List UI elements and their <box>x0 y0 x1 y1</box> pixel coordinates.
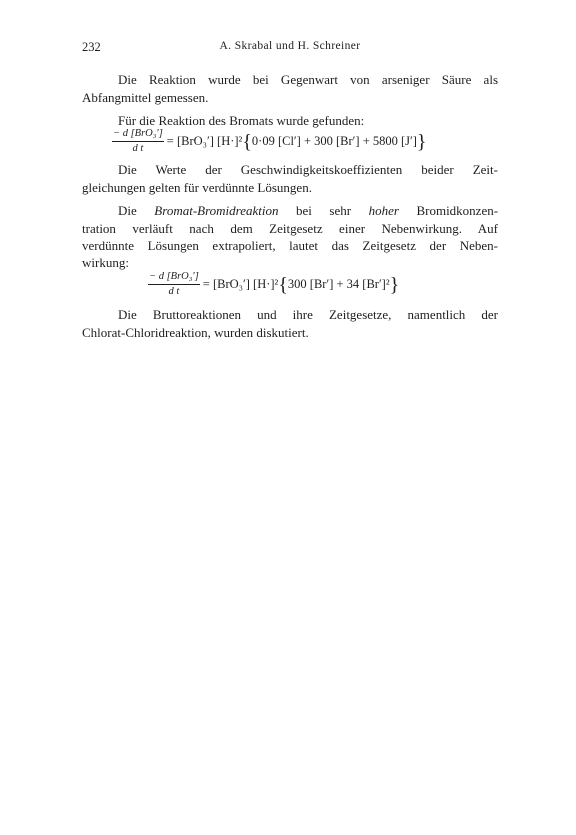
equation-2-open-brace: { <box>278 273 288 296</box>
equation-1-close-brace: } <box>416 130 427 153</box>
p4-italic-bromat-bromidreaktion: Bromat-Bromidreaktion <box>154 203 279 218</box>
paragraph-4-line-3: verdünnte Lösungen extrapoliert, lautet das Zeitgesetz der Neben- <box>82 238 498 253</box>
equation-2-brace-content: 300 [Br′] + 34 [Br′]² <box>287 277 390 291</box>
paragraph-4-line-4: wirkung: <box>82 255 129 270</box>
paragraph-5-line-2: Chlorat-Chloridreaktion, wurden diskutiert. <box>82 325 309 340</box>
paragraph-3-line-2: gleichungen gelten für verdünnte Lösungen. <box>82 180 312 195</box>
equation-1-numerator: − d [BrO₃′] <box>112 128 164 142</box>
equation-1-rhs-prefix: = [BrO₃′] [H·]² <box>166 134 243 148</box>
equation-1 <box>112 128 427 155</box>
running-title: A. Skrabal und H. Schreiner <box>219 40 361 52</box>
equation-1-brace-content: 0·09 [Cl′] + 300 [Br′] + 5800 [J′] <box>251 134 417 148</box>
p4-text-mid: bei sehr <box>296 203 352 218</box>
equation-2-close-brace: } <box>389 273 400 296</box>
p4-text-end: Bromidkonzen- <box>416 203 499 218</box>
p4-italic-hoher: hoher <box>368 203 399 218</box>
equation-1-fraction <box>112 128 164 155</box>
page-header <box>82 40 498 58</box>
equation-2-denominator: d t <box>168 286 180 297</box>
equation-1-open-brace: { <box>242 130 252 153</box>
paragraph-2-line-1: Für die Reaktion des Bromats wurde gefunden: <box>118 113 365 128</box>
page-number: 232 <box>82 40 101 54</box>
equation-2-numerator: − d [BrO₃′] <box>148 271 200 285</box>
equation-2 <box>148 271 399 298</box>
equation-2-fraction <box>148 271 200 298</box>
paragraph-4-line-2: tration verläuft nach dem Zeitgesetz einer Nebenwirkung. Auf <box>82 221 498 236</box>
p4-text-start: Die <box>118 203 137 218</box>
equation-2-rhs-prefix: = [BrO₃′] [H·]² <box>202 277 279 291</box>
paragraph-3-line-1: Die Werte der Geschwindigkeitskoeffizienten beider Zeit- <box>118 162 498 177</box>
paragraph-5-line-1: Die Bruttoreaktionen und ihre Zeitgesetze, namentlich der <box>118 307 498 322</box>
equation-1-denominator: d t <box>132 143 144 154</box>
paragraph-1-line-1: Die Reaktion wurde bei Gegenwart von arseniger Säure als <box>118 72 498 87</box>
paragraph-1-line-2: Abfangmittel gemessen. <box>82 90 209 105</box>
paragraph-4-line-1 <box>82 203 498 219</box>
